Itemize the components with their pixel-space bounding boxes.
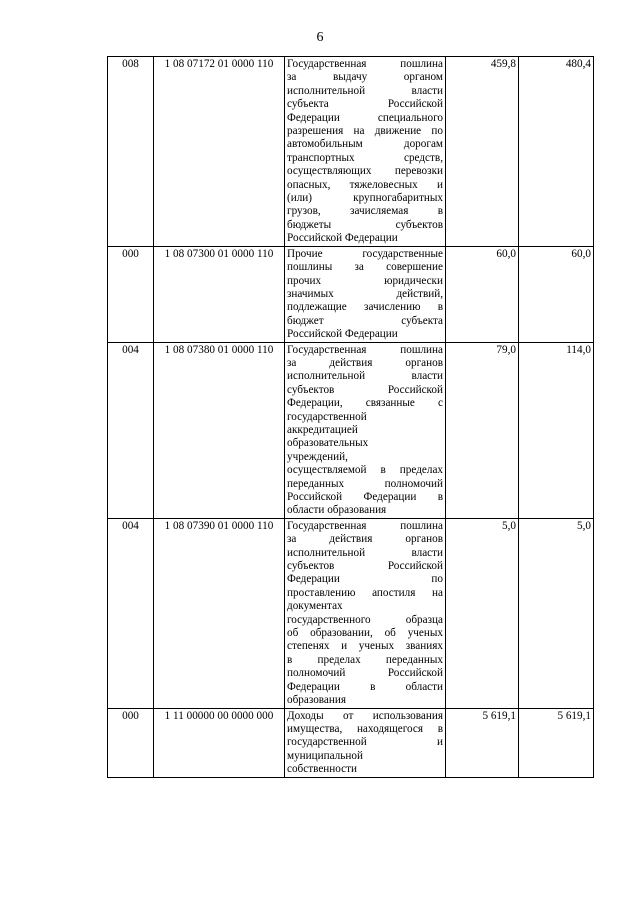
- kbk-code-cell: 1 08 07300 01 0000 110: [154, 246, 285, 342]
- revenue-name-line: в пределах переданных: [287, 653, 443, 666]
- revenue-name-line: полномочий Российской: [287, 667, 443, 680]
- kbk-code-cell: 1 08 07380 01 0000 110: [154, 342, 285, 518]
- revenue-name-line: государственной и: [287, 736, 443, 749]
- amount-year-1-cell: 5 619,1: [446, 708, 519, 777]
- revenue-name-line: бюджет субъекта: [287, 314, 443, 327]
- revenue-name-line: Российской Федерации: [287, 328, 398, 341]
- admin-code-cell: 004: [108, 342, 154, 518]
- revenue-name-line: Федерации, связанные с: [287, 397, 443, 410]
- revenue-name-line: Доходы от использования: [287, 709, 443, 722]
- revenue-name-line: значимых действий,: [287, 287, 443, 300]
- revenue-name-line: за выдачу органом: [287, 71, 443, 84]
- table-row: [108, 708, 594, 777]
- revenue-name-line: исполнительной власти: [287, 84, 443, 97]
- amount-year-2-cell: 60,0: [519, 246, 594, 342]
- revenue-name-line: за действия органов: [287, 356, 443, 369]
- revenue-name-line: Федерации в области: [287, 680, 443, 693]
- amount-year-2-cell: 480,4: [519, 57, 594, 247]
- amount-year-1-cell: 5,0: [446, 518, 519, 708]
- table-row: [108, 342, 594, 518]
- amount-year-1-cell: 79,0: [446, 342, 519, 518]
- revenue-name-line: исполнительной власти: [287, 370, 443, 383]
- amount-year-2-cell: 114,0: [519, 342, 594, 518]
- revenue-name-line: исполнительной власти: [287, 546, 443, 559]
- admin-code-cell: 000: [108, 246, 154, 342]
- revenue-name-line: Государственная пошлина: [287, 519, 443, 532]
- revenue-name-line: Прочие государственные: [287, 247, 443, 260]
- revenue-name-line: субъектов Российской: [287, 560, 443, 573]
- admin-code-cell: 004: [108, 518, 154, 708]
- revenue-name-line: транспортных средств,: [287, 151, 443, 164]
- revenue-name-line: Государственная пошлина: [287, 58, 443, 70]
- revenue-name-line: субъектов Российской: [287, 383, 443, 396]
- amount-year-2-cell: 5,0: [519, 518, 594, 708]
- revenue-name-line: автомобильным дорогам: [287, 138, 443, 151]
- page-number: 6: [316, 30, 324, 45]
- table-body: [108, 57, 594, 778]
- table-row: [108, 246, 594, 342]
- revenue-name-cell: [285, 708, 446, 777]
- revenue-name-line: проставлению апостиля на: [287, 586, 443, 599]
- revenue-name-line: Федерации по: [287, 573, 443, 586]
- revenue-name-line: подлежащие зачислению в: [287, 301, 443, 314]
- revenue-name-line: разрешения на движение по: [287, 125, 443, 138]
- revenue-name-line: опасных, тяжеловесных и: [287, 178, 443, 191]
- table-row: [108, 518, 594, 708]
- revenue-name-line: бюджеты субъектов: [287, 218, 443, 231]
- revenue-name-line: собственности: [287, 763, 357, 776]
- amount-year-2-cell: 5 619,1: [519, 708, 594, 777]
- revenue-name-line: государственного образца: [287, 613, 443, 626]
- revenue-name-line: за действия органов: [287, 533, 443, 546]
- revenue-name-cell: [285, 246, 446, 342]
- admin-code-cell: 008: [108, 57, 154, 247]
- revenue-name-line: субъекта Российской: [287, 98, 443, 111]
- revenue-name-line: (или) крупногабаритных: [287, 192, 443, 205]
- revenue-name-line: осуществляемой в пределах: [287, 464, 443, 477]
- revenue-name-line: Федерации специального: [287, 111, 443, 124]
- kbk-code-cell: 1 11 00000 00 0000 000: [154, 708, 285, 777]
- revenue-name-line: учреждений,: [287, 450, 348, 463]
- revenue-name-cell: [285, 342, 446, 518]
- revenue-name-cell: [285, 518, 446, 708]
- revenue-name-line: грузов, зачисляемая в: [287, 205, 443, 218]
- revenue-name-line: образования: [287, 694, 347, 707]
- revenue-name-line: Российской Федерации: [287, 232, 398, 245]
- budget-revenue-table: [107, 56, 594, 778]
- amount-year-1-cell: 60,0: [446, 246, 519, 342]
- admin-code-cell: 000: [108, 708, 154, 777]
- revenue-name-line: переданных полномочий: [287, 477, 443, 490]
- revenue-name-line: осуществляющих перевозки: [287, 165, 443, 178]
- revenue-name-line: области образования: [287, 504, 387, 517]
- revenue-name-line: прочих юридически: [287, 274, 443, 287]
- revenue-name-line: об образовании, об ученых: [287, 627, 443, 640]
- table-row: [108, 57, 594, 247]
- revenue-name-line: пошлины за совершение: [287, 261, 443, 274]
- kbk-code-cell: 1 08 07390 01 0000 110: [154, 518, 285, 708]
- revenue-name-line: степенях и ученых званиях: [287, 640, 443, 653]
- kbk-code-cell: 1 08 07172 01 0000 110: [154, 57, 285, 247]
- amount-year-1-cell: 459,8: [446, 57, 519, 247]
- revenue-name-line: образовательных: [287, 437, 369, 450]
- revenue-name-cell: [285, 57, 446, 247]
- revenue-name-line: имущества, находящегося в: [287, 722, 443, 735]
- revenue-name-line: документах: [287, 600, 343, 613]
- revenue-name-line: муниципальной: [287, 749, 363, 762]
- revenue-name-line: Российской Федерации в: [287, 491, 443, 503]
- revenue-name-line: аккредитацией: [287, 423, 358, 436]
- revenue-name-line: Государственная пошлина: [287, 343, 443, 356]
- revenue-name-line: государственной: [287, 410, 367, 423]
